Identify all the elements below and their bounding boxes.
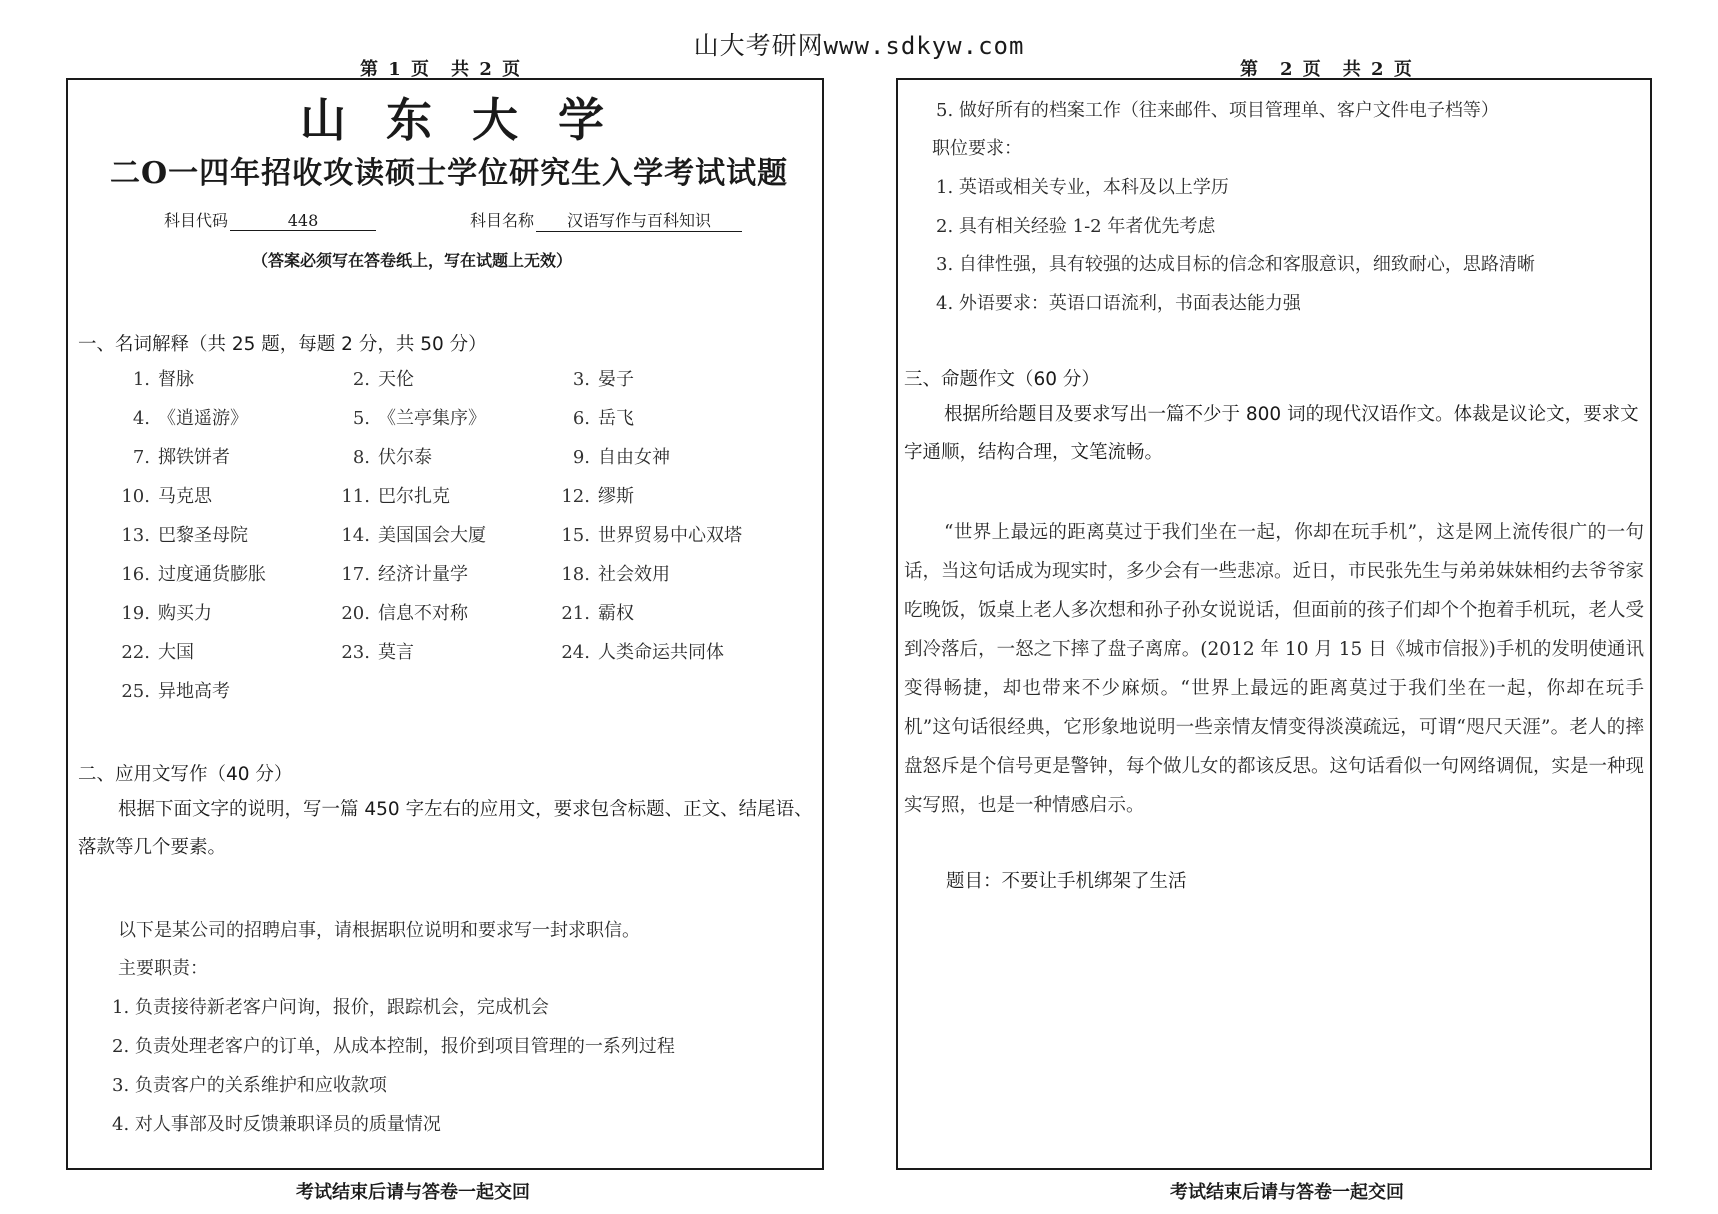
term-item: 8. 伏尔泰 [352, 447, 432, 468]
site-name: 山大考研网 [693, 31, 824, 60]
section2-instruction: 根据下面文字的说明，写一篇 450 字左右的应用文，要求包含标题、正文、结尾语、落款等几个要素。 [78, 799, 813, 858]
term-item: 25. 异地高考 [121, 681, 230, 702]
subject-name [470, 208, 742, 232]
term-item: 17. 经济计量学 [341, 564, 468, 585]
exam-title: 二O一四年招收攻读硕士学位研究生入学考试试题 [110, 156, 789, 191]
site-url: www.sdkyw.com [823, 32, 1025, 60]
term-item: 14. 美国国会大厦 [341, 525, 486, 546]
duty-item: 4. 对人事部及时反馈兼职译员的质量情况 [112, 1114, 441, 1135]
term-item: 7. 掷铁饼者 [132, 447, 230, 468]
duty-item: 2. 负责处理老客户的订单，从成本控制，报价到项目管理的一系列过程 [112, 1036, 675, 1057]
recruit-intro: 以下是某公司的招聘启事，请根据职位说明和要求写一封求职信。 [118, 920, 640, 941]
term-item: 9. 自由女神 [572, 447, 670, 468]
page2-footer: 考试结束后请与答卷一起交回 [1170, 1182, 1404, 1203]
requirement-item: 2. 具有相关经验 1-2 年者优先考虑 [936, 216, 1216, 237]
term-item: 19. 购买力 [121, 603, 212, 624]
term-item: 24. 人类命运共同体 [561, 642, 724, 663]
subject-name-label: 科目名称 [470, 211, 535, 230]
term-item: 2. 天伦 [352, 369, 414, 390]
answer-note: （答案必须写在答卷纸上，写在试题上无效） [252, 251, 573, 270]
term-item: 12. 缪斯 [561, 486, 634, 507]
duty-item: 1. 负责接待新老客户问询，报价，跟踪机会，完成机会 [112, 997, 549, 1018]
subject-code [164, 208, 376, 231]
duty-item: 3. 负责客户的关系维护和应收款项 [112, 1075, 387, 1096]
university-title: 山东大学 [300, 93, 644, 147]
section2-heading: 二、应用文写作（40 分） [78, 764, 293, 785]
page2-counter: 第 2 页 共 2 页 [1240, 59, 1414, 80]
duty-item: 5. 做好所有的档案工作（往来邮件、项目管理单、客户文件电子档等） [936, 100, 1499, 121]
essay-material: “世界上最远的距离莫过于我们坐在一起，你却在玩手机”，这是网上流传很广的一句话，当这句话成为现实时，多少会有一些悲凉。近日，市民张先生与弟弟妹妹相约去爷爷家吃晚饭，饭桌上老人多次想和孙子孙女说说话，但面前的孩子们却个个抱着手机玩，老人受到冷落后，一怒之下摔了盘子离席。(2012 年 10 月 15 日《城市信报》)手机的发明使通讯变得畅捷，却也带来不少麻烦。“世界上最远的距离莫过于我们坐在一起，你却在玩手机”这句话很经典，它形象地说明一些亲情友情变得淡漠疏远，可谓“咫尺天涯”。老人的摔盘怒斥是个信号更是警钟，每个做儿女的都该反思。这句话看似一句网络调侃，实是一种现实写照，也是一种情感启示。 [904, 522, 1645, 816]
term-item: 16. 过度通货膨胀 [121, 564, 266, 585]
requirement-item: 4. 外语要求：英语口语流利，书面表达能力强 [936, 293, 1301, 314]
requirement-item: 3. 自律性强，具有较强的达成目标的信念和客服意识，细致耐心，思路清晰 [936, 254, 1535, 275]
essay-topic: 题目：不要让手机绑架了生活 [946, 871, 1187, 892]
section3-heading: 三、命题作文（60 分） [904, 369, 1100, 390]
term-item: 4. 《逍遥游》 [132, 408, 248, 429]
term-item: 6. 岳飞 [572, 408, 634, 429]
term-item: 20. 信息不对称 [341, 603, 468, 624]
term-item: 21. 霸权 [561, 603, 634, 624]
term-item: 10. 马克思 [121, 486, 212, 507]
requirements-heading: 职位要求： [932, 138, 1022, 159]
term-item: 11. 巴尔扎克 [341, 486, 450, 507]
page1-footer: 考试结束后请与答卷一起交回 [296, 1182, 530, 1203]
term-item: 15. 世界贸易中心双塔 [561, 525, 742, 546]
section1-heading: 一、名词解释（共 25 题，每题 2 分，共 50 分） [78, 334, 487, 355]
term-item: 23. 莫言 [341, 642, 414, 663]
duties-heading: 主要职责： [118, 958, 208, 979]
term-item: 18. 社会效用 [561, 564, 670, 585]
section3-instruction: 根据所给题目及要求写出一篇不少于 800 词的现代汉语作文。体裁是议论文，要求文字通顺，结构合理，文笔流畅。 [904, 404, 1639, 463]
requirement-item: 1. 英语或相关专业，本科及以上学历 [936, 177, 1229, 198]
term-item: 5. 《兰亭集序》 [352, 408, 486, 429]
term-item: 3. 晏子 [572, 369, 634, 390]
page1-counter: 第 1 页 共 2 页 [360, 59, 523, 80]
subject-name-value: 汉语写作与百科知识 [536, 208, 742, 232]
subject-code-value: 448 [230, 211, 376, 231]
term-item: 1. 督脉 [132, 369, 194, 390]
term-item: 22. 大国 [121, 642, 194, 663]
term-item: 13. 巴黎圣母院 [121, 525, 248, 546]
site-header [0, 26, 1718, 62]
subject-code-label: 科目代码 [164, 211, 229, 230]
